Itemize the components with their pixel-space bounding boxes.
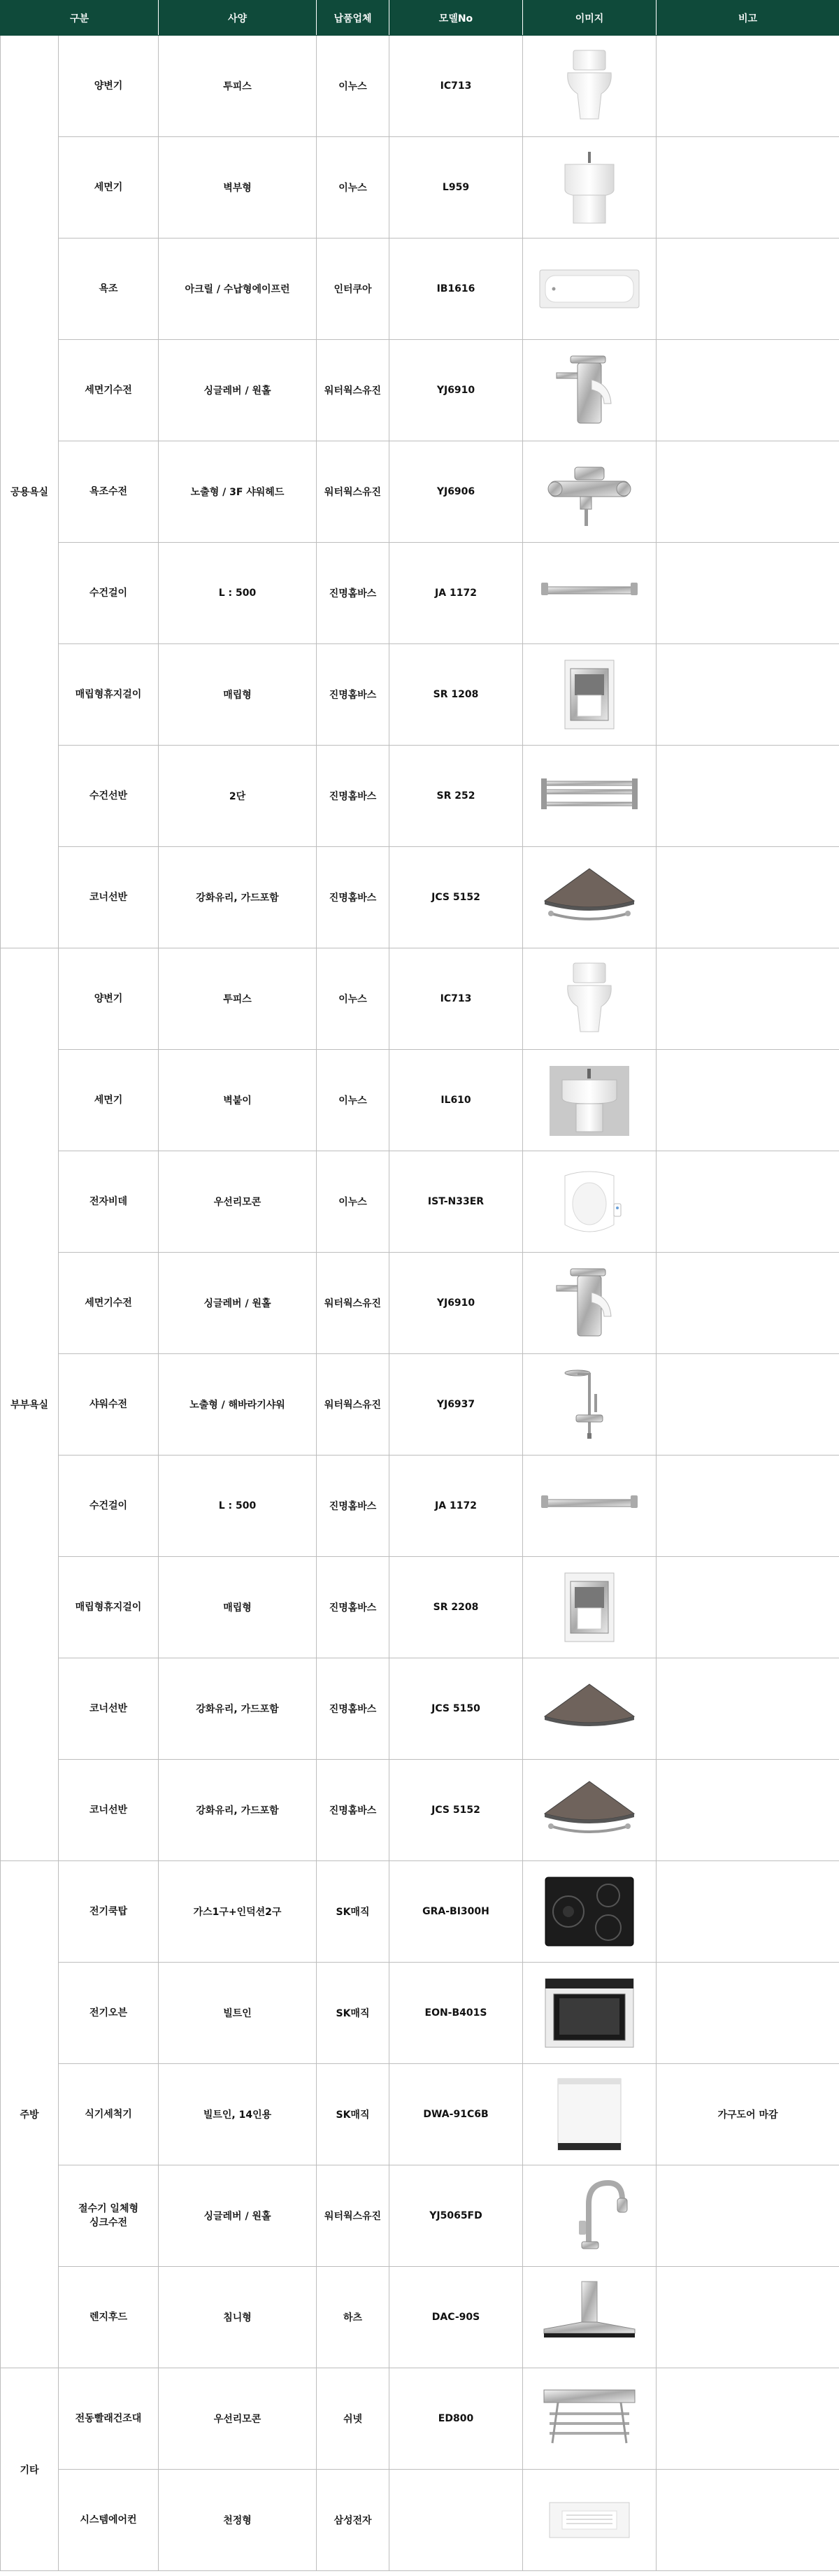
item-vendor: 워터웍스유진: [317, 2165, 389, 2267]
item-note: [657, 1760, 839, 1861]
item-spec: 매립형: [159, 644, 317, 746]
item-image-cell: [523, 2064, 657, 2165]
item-model: IB1616: [389, 239, 523, 340]
item-vendor: 워터웍스유진: [317, 1354, 389, 1456]
item-name: 세면기수전: [59, 340, 159, 441]
item-name: 식기세척기: [59, 2064, 159, 2165]
item-spec: 벽부형: [159, 137, 317, 239]
item-spec: L : 500: [159, 543, 317, 644]
item-vendor: 워터웍스유진: [317, 1253, 389, 1354]
item-image-cell: [523, 239, 657, 340]
basin-faucet-icon: [537, 1265, 642, 1342]
table-row: [1, 1557, 839, 1658]
item-spec: 싱글레버 / 원홀: [159, 1253, 317, 1354]
item-model: SR 252: [389, 746, 523, 847]
recessed-paper-holder-icon: [537, 1569, 642, 1646]
laundry-rack-icon: [537, 2380, 642, 2457]
item-spec: 매립형: [159, 1557, 317, 1658]
item-name: 전기오븐: [59, 1963, 159, 2064]
item-note: [657, 948, 839, 1050]
sink-faucet-icon: [537, 2177, 642, 2254]
item-model: IC713: [389, 36, 523, 137]
item-image-cell: [523, 2368, 657, 2470]
item-image-cell: [523, 137, 657, 239]
item-name: 매립형휴지걸이: [59, 1557, 159, 1658]
item-model: [389, 2470, 523, 2571]
towel-shelf-icon: [537, 757, 642, 834]
toilet-icon: [537, 48, 642, 124]
header-model: 모델No: [389, 1, 523, 36]
table-row: [1, 644, 839, 746]
item-name: 코너선반: [59, 847, 159, 948]
header-note: 비고: [657, 1, 839, 36]
basin-faucet-icon: [537, 352, 642, 429]
item-vendor: 진명홈바스: [317, 1557, 389, 1658]
item-name: 전동빨래건조대: [59, 2368, 159, 2470]
item-spec: 벽붙이: [159, 1050, 317, 1151]
table-row: [1, 239, 839, 340]
bidet-icon: [537, 1163, 642, 1240]
item-note: [657, 441, 839, 543]
item-note: [657, 746, 839, 847]
item-vendor: SK매직: [317, 1861, 389, 1963]
item-model: YJ6937: [389, 1354, 523, 1456]
item-image-cell: [523, 746, 657, 847]
item-image-cell: [523, 2267, 657, 2368]
item-image-cell: [523, 1151, 657, 1253]
item-note: [657, 2368, 839, 2470]
item-name: 렌지후드: [59, 2267, 159, 2368]
shower-column-icon: [537, 1366, 642, 1443]
item-image-cell: [523, 1253, 657, 1354]
item-note: [657, 2267, 839, 2368]
table-row: [1, 948, 839, 1050]
item-image-cell: [523, 847, 657, 948]
towel-bar-icon: [537, 1467, 642, 1544]
table-row: [1, 441, 839, 543]
item-name: 전자비데: [59, 1151, 159, 1253]
item-name: 매립형휴지걸이: [59, 644, 159, 746]
item-spec: 천정형: [159, 2470, 317, 2571]
item-note: [657, 1557, 839, 1658]
ceiling-aircon-icon: [537, 2482, 642, 2559]
item-model: JCS 5152: [389, 847, 523, 948]
group-shared-bath: 공용욕실: [1, 36, 59, 948]
item-model: YJ6910: [389, 1253, 523, 1354]
wall-basin-icon: [537, 1062, 642, 1139]
table-row: [1, 1253, 839, 1354]
item-name: 양변기: [59, 36, 159, 137]
item-name: 욕조: [59, 239, 159, 340]
item-note: [657, 340, 839, 441]
item-vendor: 이누스: [317, 948, 389, 1050]
item-spec: 2단: [159, 746, 317, 847]
item-name: 세면기: [59, 1050, 159, 1151]
item-name: 절수기 일체형 싱크수전: [59, 2165, 159, 2267]
item-spec: 빌트인: [159, 1963, 317, 2064]
oven-icon: [537, 1974, 642, 2051]
item-model: IST-N33ER: [389, 1151, 523, 1253]
item-note: [657, 1658, 839, 1760]
item-spec: 침니형: [159, 2267, 317, 2368]
item-note: 가구도어 마감: [657, 2064, 839, 2165]
item-image-cell: [523, 2165, 657, 2267]
item-spec: 우선리모콘: [159, 2368, 317, 2470]
item-spec: 강화유리, 가드포함: [159, 1658, 317, 1760]
item-spec: 노출형 / 해바라기샤워: [159, 1354, 317, 1456]
item-vendor: 쉬넷: [317, 2368, 389, 2470]
item-model: ED800: [389, 2368, 523, 2470]
item-spec: 우선리모콘: [159, 1151, 317, 1253]
header-spec: 사양: [159, 1, 317, 36]
corner-shelf-guard-icon: [537, 1772, 642, 1849]
item-model: JA 1172: [389, 1456, 523, 1557]
table-row: [1, 1354, 839, 1456]
item-image-cell: [523, 1861, 657, 1963]
item-note: [657, 847, 839, 948]
item-spec: 투피스: [159, 948, 317, 1050]
item-name: 샤워수전: [59, 1354, 159, 1456]
table-row: [1, 1963, 839, 2064]
item-name: 수건걸이: [59, 1456, 159, 1557]
item-vendor: 하츠: [317, 2267, 389, 2368]
bathtub-icon: [537, 250, 642, 327]
table-body: [1, 36, 839, 2571]
item-spec: 싱글레버 / 원홀: [159, 340, 317, 441]
table-row: [1, 1151, 839, 1253]
item-model: IL610: [389, 1050, 523, 1151]
table-row: [1, 2064, 839, 2165]
item-note: [657, 2165, 839, 2267]
table-row: [1, 543, 839, 644]
item-vendor: 진명홈바스: [317, 1456, 389, 1557]
item-note: [657, 1151, 839, 1253]
item-vendor: 워터웍스유진: [317, 441, 389, 543]
table-row: [1, 847, 839, 948]
item-name: 코너선반: [59, 1658, 159, 1760]
table-row: [1, 2267, 839, 2368]
item-note: [657, 644, 839, 746]
toilet-icon: [537, 960, 642, 1037]
cooktop-icon: [537, 1873, 642, 1950]
item-model: SR 2208: [389, 1557, 523, 1658]
item-note: [657, 1050, 839, 1151]
item-vendor: 진명홈바스: [317, 644, 389, 746]
item-vendor: 진명홈바스: [317, 543, 389, 644]
item-image-cell: [523, 1658, 657, 1760]
item-vendor: 삼성전자: [317, 2470, 389, 2571]
item-image-cell: [523, 1354, 657, 1456]
header-row: [1, 1, 839, 36]
item-image-cell: [523, 644, 657, 746]
item-spec: 강화유리, 가드포함: [159, 1760, 317, 1861]
item-note: [657, 1963, 839, 2064]
item-name: 욕조수전: [59, 441, 159, 543]
item-image-cell: [523, 1760, 657, 1861]
item-vendor: 인터쿠아: [317, 239, 389, 340]
item-model: DWA-91C6B: [389, 2064, 523, 2165]
item-name: 세면기: [59, 137, 159, 239]
table-row: [1, 1658, 839, 1760]
table-row: [1, 1050, 839, 1151]
item-vendor: SK매직: [317, 2064, 389, 2165]
item-image-cell: [523, 1050, 657, 1151]
item-model: GRA-BI300H: [389, 1861, 523, 1963]
table-row: [1, 2165, 839, 2267]
range-hood-icon: [537, 2279, 642, 2356]
item-spec: 가스1구+인덕션2구: [159, 1861, 317, 1963]
item-note: [657, 137, 839, 239]
item-image-cell: [523, 441, 657, 543]
item-image-cell: [523, 948, 657, 1050]
item-model: EON-B401S: [389, 1963, 523, 2064]
item-model: YJ6910: [389, 340, 523, 441]
group-etc: 기타: [1, 2368, 59, 2571]
item-model: L959: [389, 137, 523, 239]
table-row: [1, 746, 839, 847]
table-row: [1, 1760, 839, 1861]
item-model: IC713: [389, 948, 523, 1050]
dishwasher-icon: [537, 2076, 642, 2153]
group-master-bath: 부부욕실: [1, 948, 59, 1861]
item-vendor: 워터웍스유진: [317, 340, 389, 441]
item-spec: 노출형 / 3F 샤워헤드: [159, 441, 317, 543]
table-row: [1, 36, 839, 137]
corner-shelf-icon: [537, 1670, 642, 1747]
washbasin-icon: [537, 149, 642, 226]
header-vendor: 납품업체: [317, 1, 389, 36]
item-note: [657, 239, 839, 340]
recessed-paper-holder-icon: [537, 656, 642, 733]
table-row: [1, 2470, 839, 2571]
item-spec: 투피스: [159, 36, 317, 137]
item-spec: 빌트인, 14인용: [159, 2064, 317, 2165]
item-note: [657, 543, 839, 644]
item-spec: 싱글레버 / 원홀: [159, 2165, 317, 2267]
item-image-cell: [523, 543, 657, 644]
item-name: 수건걸이: [59, 543, 159, 644]
item-image-cell: [523, 36, 657, 137]
table-row: [1, 2368, 839, 2470]
table-row: [1, 1861, 839, 1963]
item-model: JCS 5152: [389, 1760, 523, 1861]
item-name: 수건선반: [59, 746, 159, 847]
item-vendor: 이누스: [317, 1151, 389, 1253]
item-model: SR 1208: [389, 644, 523, 746]
group-kitchen: 주방: [1, 1861, 59, 2368]
item-vendor: 진명홈바스: [317, 746, 389, 847]
item-image-cell: [523, 1456, 657, 1557]
item-note: [657, 36, 839, 137]
bath-faucet-icon: [537, 453, 642, 530]
item-image-cell: [523, 1963, 657, 2064]
item-note: [657, 1456, 839, 1557]
header-image: 이미지: [523, 1, 657, 36]
item-name: 시스템에어컨: [59, 2470, 159, 2571]
item-vendor: 진명홈바스: [317, 847, 389, 948]
corner-shelf-guard-icon: [537, 859, 642, 936]
header-category: 구분: [1, 1, 159, 36]
item-image-cell: [523, 1557, 657, 1658]
item-note: [657, 1861, 839, 1963]
item-vendor: 진명홈바스: [317, 1658, 389, 1760]
item-model: JA 1172: [389, 543, 523, 644]
item-vendor: 이누스: [317, 1050, 389, 1151]
item-name: 양변기: [59, 948, 159, 1050]
table-row: [1, 1456, 839, 1557]
item-note: [657, 1354, 839, 1456]
item-model: YJ5065FD: [389, 2165, 523, 2267]
item-spec: 강화유리, 가드포함: [159, 847, 317, 948]
item-vendor: SK매직: [317, 1963, 389, 2064]
item-name: 세면기수전: [59, 1253, 159, 1354]
item-model: JCS 5150: [389, 1658, 523, 1760]
item-image-cell: [523, 340, 657, 441]
table-row: [1, 137, 839, 239]
item-name: 전기쿡탑: [59, 1861, 159, 1963]
item-note: [657, 2470, 839, 2571]
item-model: DAC-90S: [389, 2267, 523, 2368]
item-vendor: 진명홈바스: [317, 1760, 389, 1861]
item-model: YJ6906: [389, 441, 523, 543]
table-row: [1, 340, 839, 441]
item-note: [657, 1253, 839, 1354]
item-vendor: 이누스: [317, 137, 389, 239]
towel-bar-icon: [537, 555, 642, 632]
item-name: 코너선반: [59, 1760, 159, 1861]
item-spec: L : 500: [159, 1456, 317, 1557]
item-image-cell: [523, 2470, 657, 2571]
item-vendor: 이누스: [317, 36, 389, 137]
item-spec: 아크릴 / 수납형에이프런: [159, 239, 317, 340]
